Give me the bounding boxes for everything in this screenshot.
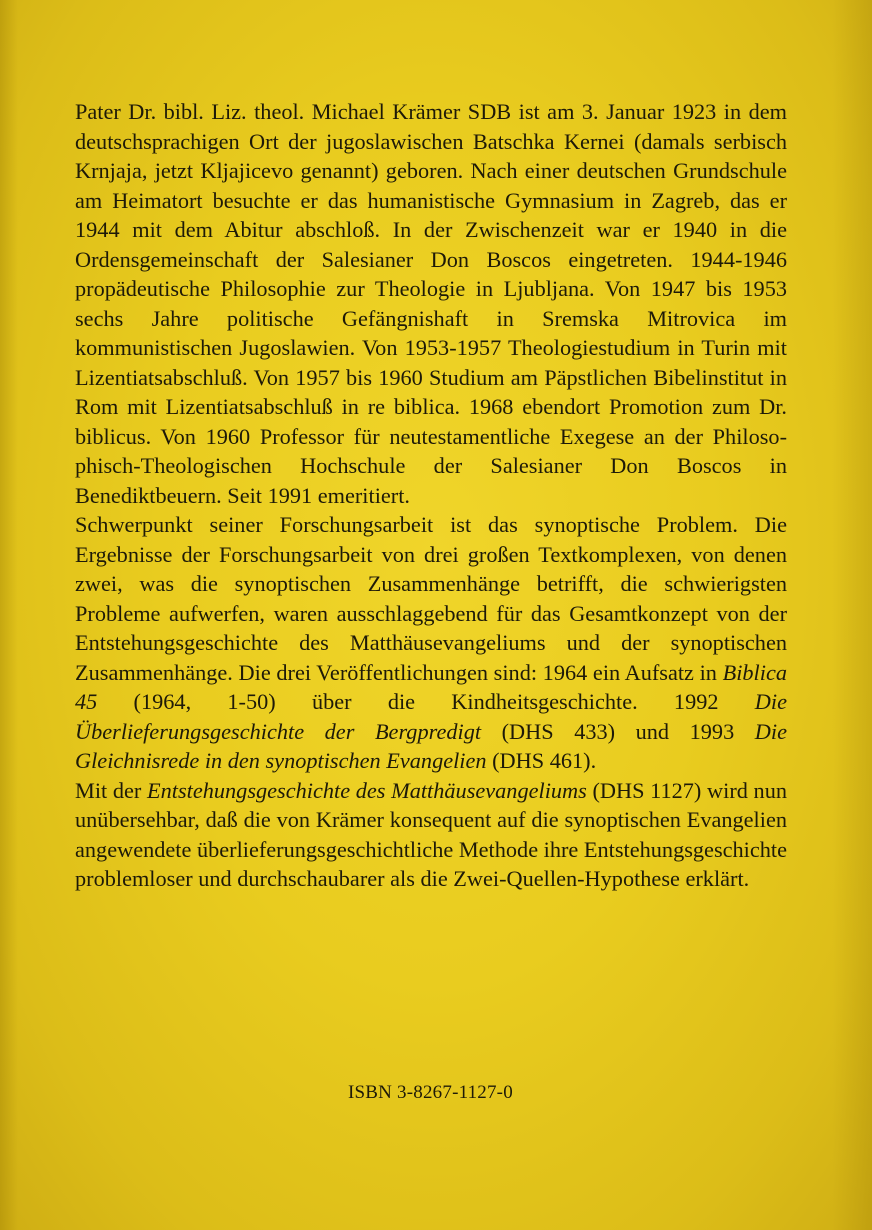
biography-text: Pater Dr. bibl. Liz. theol. Michael Krämer SDB ist am 3. Januar 1923 in dem deutschsprachigen Ort der jugoslawischen Batschka Kernei (damals serbisch Krnjaja, jetzt Kljajicevo genannt) geboren. Nach einer deutschen Grundschule am Heimatort besuchte er das humanistische Gymnasium in Zagreb, das er 1944 mit dem Abitur abschloß. In der Zwischenzeit war er 1940 in die Ordensgemeinschaft der Salesianer Don Boscos eingetreten. 1944-1946 propädeutische Philosophie zur Theologie in Ljubljana. Von 1947 bis 1953 sechs Jahre politische Gefängnishaft in Sremska Mitrovica im kommunistischen Jugoslawien. Von 1953-1957 Theologiestudium in Turin mit Lizentiatsabschluß. Von 1957 bis 1960 Studium am Päpstlichen Bibelinstitut in Rom mit Lizentiatsabschluß in re biblica. 1968 ebendort Promotion zum Dr. biblicus. Von 1960 Professor für neutestamentliche Exegese an der Philosophisch-Theologischen Hochschule der Salesianer Don Boscos in Benediktbeuern. Seit 1991 emeritiert. [75,99,787,508]
conclusion-text-1: Mit der [75,777,147,803]
conclusion-title-matthaeus: Entstehungsgeschichte des Matthäusevangeliums [147,777,587,803]
research-text-4: (DHS 461). [486,748,597,773]
blurb-text-block [75,97,787,894]
research-text-1: Schwerpunkt seiner Forschungsarbeit ist das synoptische Problem. Die Ergebnisse der Forschungsarbeit von drei großen Textkomplexen, von denen zwei, was die synoptischen Zusammenhänge betrifft, die schwierigsten Probleme aufwerfen, waren ausschlaggebend für das Gesamtkonzept von der Entstehungsgeschichte des Matthäusevangeliums und der synoptischen Zusammenhänge. Die drei Veröffentlichungen sind: 1964 ein Aufsatz in [75,512,787,685]
research-title-biblica: Biblica 45 [75,659,787,714]
research-title-gleichnisrede: Die Gleichnisrede in den synoptischen Evangelien [75,718,787,773]
research-text-3: (DHS 433) und 1993 [481,718,755,744]
research-title-bergpredigt: Die Überlieferungsgeschichte der Bergpredigt [75,689,787,744]
research-text-2: (1964, 1-50) über die Kindheitsgeschichte. 1992 [97,689,755,714]
research-paragraph [75,510,787,776]
conclusion-text-2: (DHS 1127) wird nun unübersehbar, daß die von Krämer konsequent auf die synoptischen Evangelien angewendete überlieferungsgeschichtliche Methode ihre Entstehungsgeschichte problemloser und durchschaubarer als die Zwei-Quellen-Hypothese erklärt. [75,777,787,891]
conclusion-paragraph [75,776,787,894]
isbn-number: ISBN 3-8267-1127-0 [348,1082,513,1103]
author-biography-paragraph [75,97,787,510]
